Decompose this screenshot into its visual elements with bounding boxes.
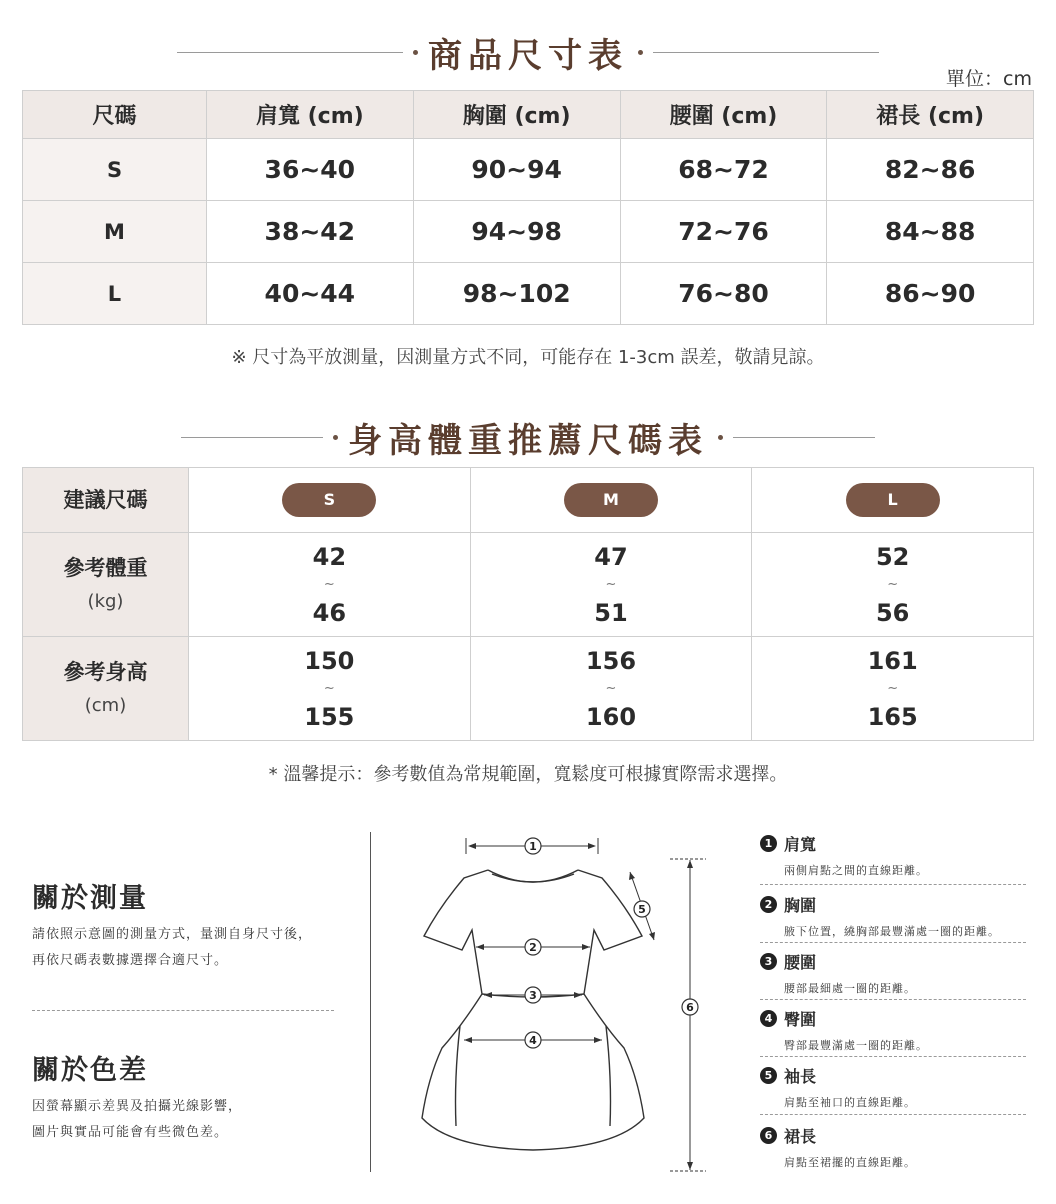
- row-size: L: [23, 263, 207, 325]
- about-divider: [32, 1010, 334, 1011]
- size-pill-s: S: [282, 483, 376, 517]
- legend-desc: 腋下位置，繞胸部最豐滿處一圈的距離。: [784, 925, 1000, 938]
- recommend-chart-header: [0, 413, 1056, 462]
- cell-length: 82~86: [827, 139, 1034, 201]
- legend-item-shoulder: [760, 832, 1026, 878]
- height-max: 160: [585, 702, 637, 731]
- cell-waist: 68~72: [620, 139, 827, 201]
- size-cell: [752, 468, 1034, 533]
- height-min: 161: [867, 646, 918, 675]
- dress-outline: [422, 870, 644, 1150]
- table-header-row: [23, 91, 1034, 139]
- weight-cell: [752, 533, 1034, 637]
- cell-shoulder: 38~42: [207, 201, 414, 263]
- about-measure-text: [32, 922, 312, 974]
- cell-chest: 94~98: [413, 201, 620, 263]
- marker-2: [525, 939, 541, 955]
- dress-measure-diagram: [400, 828, 730, 1178]
- about-measure-line: 再依尺碼表數據選擇合適尺寸。: [32, 953, 229, 968]
- header-shoulder: 肩寬 (cm): [207, 91, 414, 139]
- title-divider-left: [177, 52, 403, 53]
- cell-chest: 90~94: [413, 139, 620, 201]
- marker-4-label: 4: [529, 1034, 537, 1047]
- marker-5: [634, 901, 650, 917]
- height-min: 156: [585, 646, 637, 675]
- cell-chest: 98~102: [413, 263, 620, 325]
- size-chart-table: [22, 90, 1034, 325]
- title-dot-icon: [718, 435, 723, 440]
- legend-desc: 腰部最細處一圈的距離。: [784, 982, 916, 995]
- legend-title: 肩寬: [784, 835, 817, 854]
- legend-desc: 兩側肩點之間的直線距離。: [784, 864, 928, 877]
- table-row: [23, 533, 1034, 637]
- marker-6: [682, 999, 698, 1015]
- legend-title: 臀圍: [784, 1010, 817, 1029]
- marker-6-label: 6: [686, 1001, 694, 1014]
- legend-item-sleeve: [760, 1064, 1026, 1110]
- cell-waist: 72~76: [620, 201, 827, 263]
- arrow-heads: [464, 843, 693, 1170]
- height-max: 155: [304, 702, 355, 731]
- number-badge-icon: 4: [760, 1010, 777, 1027]
- legend-divider: [760, 999, 1026, 1000]
- legend-desc: 肩點至裙擺的直線距離。: [784, 1156, 916, 1169]
- size-row-label: 建議尺碼: [23, 468, 189, 533]
- weight-min: 47: [594, 542, 628, 571]
- cell-shoulder: 40~44: [207, 263, 414, 325]
- height-min: 150: [304, 646, 355, 675]
- weight-min: 42: [312, 542, 347, 571]
- marker-2-label: 2: [529, 941, 537, 954]
- marker-3-label: 3: [529, 989, 537, 1002]
- marker-1-label: 1: [529, 840, 537, 853]
- height-label: 參考身高: [63, 659, 148, 684]
- table-row: [23, 263, 1034, 325]
- header-length: 裙長 (cm): [827, 91, 1034, 139]
- legend-title: 裙長: [784, 1127, 817, 1146]
- row-size: S: [23, 139, 207, 201]
- legend-divider: [760, 1056, 1026, 1057]
- legend-title: 胸圍: [784, 896, 817, 915]
- title-divider-right: [653, 52, 879, 53]
- tilde-icon: ~: [323, 680, 335, 696]
- height-cell: [470, 637, 752, 741]
- size-cell: [470, 468, 752, 533]
- legend-desc: 肩點至袖口的直線距離。: [784, 1096, 916, 1109]
- weight-cell: [470, 533, 752, 637]
- weight-label: 參考體重: [63, 555, 148, 580]
- marker-4: [525, 1032, 541, 1048]
- title-divider-left: [181, 437, 323, 438]
- marker-3: [525, 987, 541, 1003]
- tilde-icon: ~: [887, 576, 899, 592]
- legend-item-length: [760, 1124, 1026, 1170]
- marker-5-label: 5: [638, 903, 646, 916]
- legend-divider: [760, 884, 1026, 885]
- about-measure-title: 關於測量: [32, 883, 148, 914]
- title-dot-icon: [638, 50, 643, 55]
- size-cell: [189, 468, 471, 533]
- legend-item-chest: [760, 893, 1026, 939]
- header-waist: 腰圍 (cm): [620, 91, 827, 139]
- height-cell: [189, 637, 471, 741]
- height-max: 165: [867, 702, 918, 731]
- weight-min: 52: [875, 542, 910, 571]
- weight-max: 56: [875, 598, 910, 627]
- size-pill-l: L: [846, 483, 940, 517]
- table-row: [23, 139, 1034, 201]
- cell-length: 84~88: [827, 201, 1034, 263]
- tilde-icon: ~: [887, 680, 899, 696]
- height-row-label: [23, 637, 189, 741]
- size-chart-note: ※ 尺寸為平放測量，因測量方式不同，可能存在 1-3cm 誤差，敬請見諒。: [231, 347, 825, 368]
- legend-item-waist: [760, 950, 1026, 996]
- legend-title: 腰圍: [784, 953, 817, 972]
- about-color-title: 關於色差: [32, 1055, 148, 1086]
- legend-item-hip: [760, 1007, 1026, 1053]
- unit-label: 單位：cm: [946, 68, 1032, 90]
- recommend-chart-note: * 溫馨提示：參考數值為常規範圍，寬鬆度可根據實際需求選擇。: [268, 764, 788, 785]
- table-row: [23, 637, 1034, 741]
- table-row: [23, 201, 1034, 263]
- size-pill-m: M: [564, 483, 658, 517]
- recommend-chart-title: 身高體重推薦尺碼表: [348, 421, 708, 461]
- height-unit: (cm): [84, 694, 127, 716]
- cell-shoulder: 36~40: [207, 139, 414, 201]
- recommend-chart-table: [22, 467, 1034, 741]
- title-divider-right: [733, 437, 875, 438]
- cell-waist: 76~80: [620, 263, 827, 325]
- weight-max: 46: [312, 598, 347, 627]
- section-divider: [370, 832, 371, 1172]
- size-chart-title: 商品尺寸表: [428, 36, 628, 76]
- cell-length: 86~90: [827, 263, 1034, 325]
- number-badge-icon: 3: [760, 953, 777, 970]
- weight-max: 51: [594, 598, 628, 627]
- title-dot-icon: [413, 50, 418, 55]
- row-size: M: [23, 201, 207, 263]
- tilde-icon: ~: [605, 680, 617, 696]
- size-chart-header: [0, 28, 1056, 77]
- number-badge-icon: 1: [760, 835, 777, 852]
- weight-cell: [189, 533, 471, 637]
- about-measure-line: 請依照示意圖的測量方式，量測自身尺寸後，: [32, 927, 313, 942]
- weight-row-label: [23, 533, 189, 637]
- measure-lines: [464, 838, 706, 1171]
- tilde-icon: ~: [323, 576, 335, 592]
- header-size: 尺碼: [23, 91, 207, 139]
- legend-title: 袖長: [784, 1067, 817, 1086]
- weight-unit: (kg): [87, 590, 124, 612]
- legend-desc: 臀部最豐滿處一圈的距離。: [784, 1039, 928, 1052]
- marker-1: [525, 838, 541, 854]
- title-dot-icon: [333, 435, 338, 440]
- number-badge-icon: 5: [760, 1067, 777, 1084]
- legend-divider: [760, 1114, 1026, 1115]
- table-row: [23, 468, 1034, 533]
- number-badge-icon: 6: [760, 1127, 777, 1144]
- about-color-text: [32, 1094, 242, 1146]
- header-chest: 胸圍 (cm): [413, 91, 620, 139]
- tilde-icon: ~: [605, 576, 617, 592]
- about-color-line: 因螢幕顯示差異及拍攝光線影響，: [32, 1099, 243, 1114]
- height-cell: [752, 637, 1034, 741]
- number-badge-icon: 2: [760, 896, 777, 913]
- legend-divider: [760, 942, 1026, 943]
- about-color-line: 圖片與實品可能會有些微色差。: [32, 1125, 229, 1140]
